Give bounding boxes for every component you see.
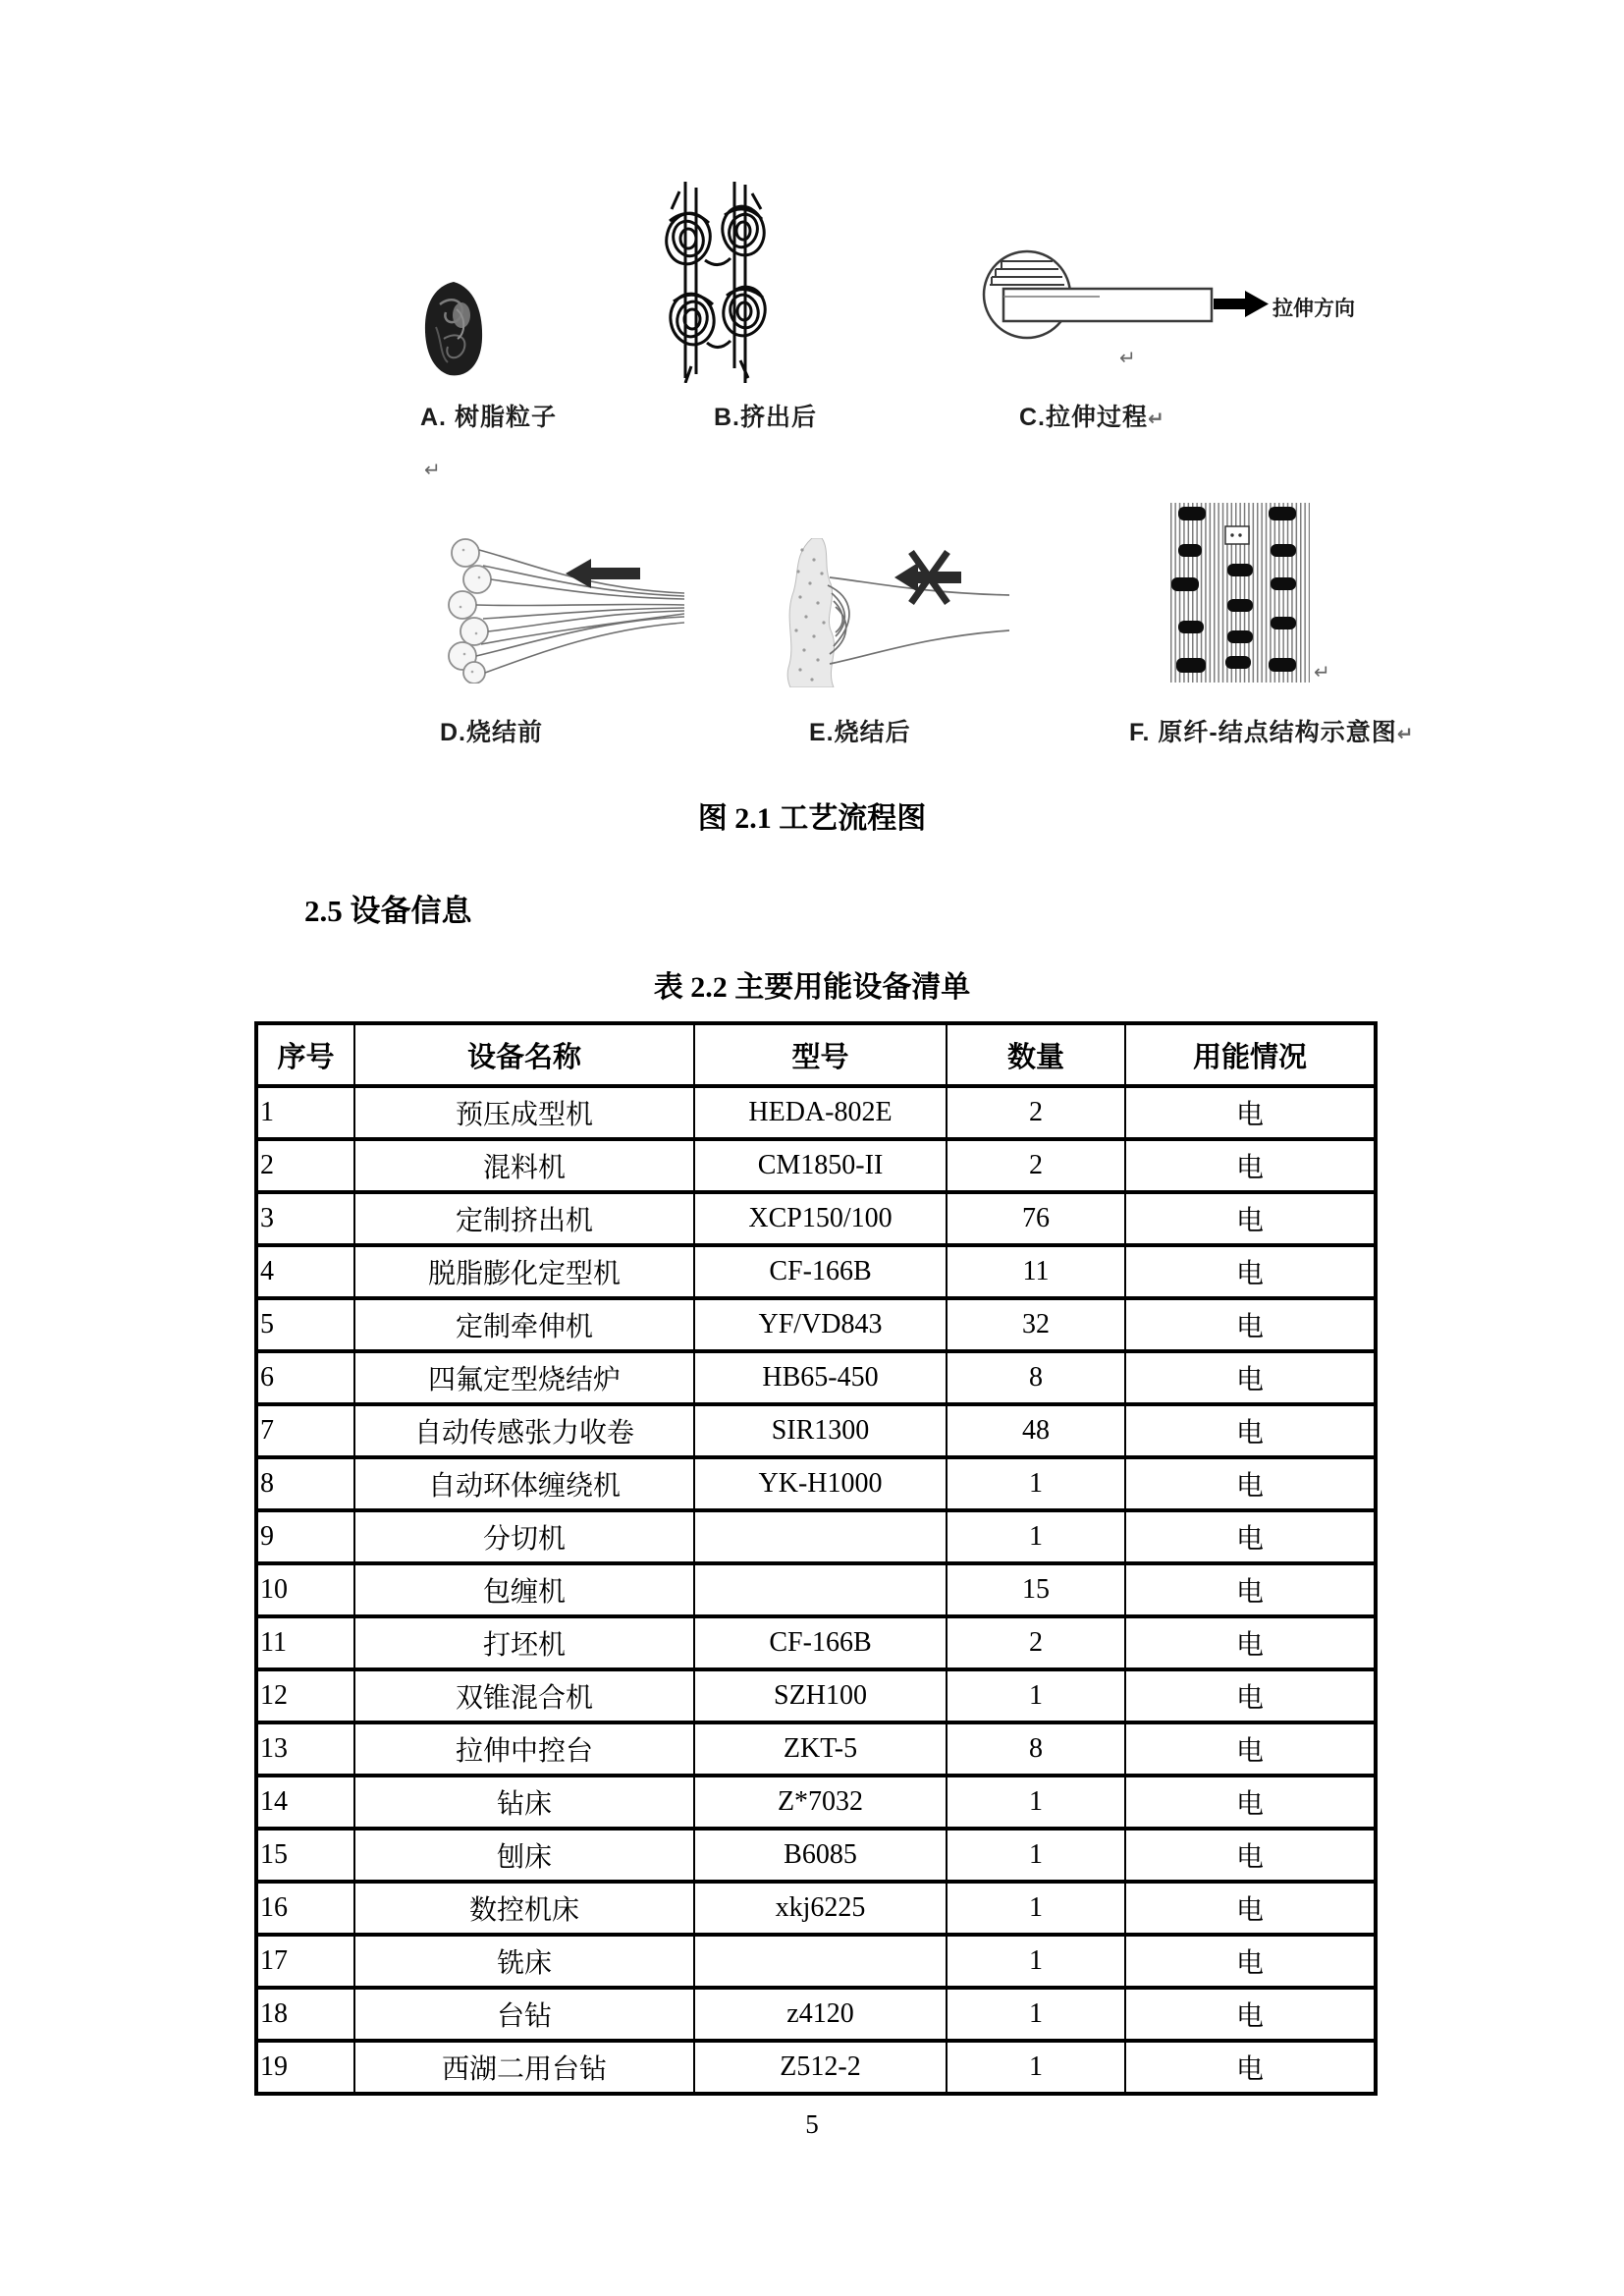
extruded-tangle-image <box>656 182 782 383</box>
cell-device-name: 包缠机 <box>354 1563 694 1616</box>
table-row <box>256 1563 1376 1616</box>
cell-device-name: 数控机床 <box>354 1882 694 1935</box>
page-number: 5 <box>805 2109 819 2139</box>
cell-energy-usage: 电 <box>1125 1086 1376 1139</box>
cell-device-name: 打坯机 <box>354 1616 694 1669</box>
header-energy-usage: 用能情况 <box>1125 1023 1376 1086</box>
cell-energy-usage: 电 <box>1125 1722 1376 1776</box>
cell-index: 3 <box>256 1192 354 1245</box>
cell-index: 8 <box>256 1457 354 1510</box>
cell-model: YK-H1000 <box>694 1457 947 1510</box>
cell-energy-usage: 电 <box>1125 1935 1376 1988</box>
cell-model: Z*7032 <box>694 1776 947 1829</box>
cell-energy-usage: 电 <box>1125 1298 1376 1351</box>
section-heading: 2.5 设备信息 <box>304 894 472 928</box>
table-row <box>256 1298 1376 1351</box>
cell-energy-usage: 电 <box>1125 1510 1376 1563</box>
cell-energy-usage: 电 <box>1125 1245 1376 1298</box>
cell-index: 1 <box>256 1086 354 1139</box>
figure-label-f-text: F. 原纤-结点结构示意图 <box>1129 719 1397 746</box>
table-row <box>256 1776 1376 1829</box>
table-row <box>256 1404 1376 1457</box>
cell-index: 13 <box>256 1722 354 1776</box>
figure-label-b: B.挤出后 <box>714 404 818 431</box>
cell-index: 2 <box>256 1139 354 1192</box>
table-row <box>256 1351 1376 1404</box>
figure-label-c <box>1019 398 1165 433</box>
cell-index: 6 <box>256 1351 354 1404</box>
cell-quantity: 2 <box>947 1616 1125 1669</box>
figure-label-e: E.烧结后 <box>809 719 911 746</box>
table-row <box>256 1669 1376 1722</box>
before-sintering-image <box>444 538 684 683</box>
cell-model: HB65-450 <box>694 1351 947 1404</box>
table-row <box>256 2041 1376 2094</box>
cell-index: 19 <box>256 2041 354 2094</box>
table-row <box>256 1882 1376 1935</box>
cell-energy-usage: 电 <box>1125 1192 1376 1245</box>
figure-label-f <box>1129 713 1414 748</box>
figure-label-d: D.烧结前 <box>440 719 544 746</box>
cell-index: 4 <box>256 1245 354 1298</box>
header-model: 型号 <box>694 1023 947 1086</box>
figure-label-a: A. 树脂粒子 <box>420 404 557 431</box>
cell-quantity: 2 <box>947 1086 1125 1139</box>
cell-index: 18 <box>256 1988 354 2041</box>
fibril-node-image <box>1170 503 1310 683</box>
cell-index: 16 <box>256 1882 354 1935</box>
cell-device-name: 西湖二用台钻 <box>354 2041 694 2094</box>
resin-particle-image <box>422 280 485 378</box>
paragraph-mark: ↵ <box>424 458 441 481</box>
cell-device-name: 定制挤出机 <box>354 1192 694 1245</box>
cell-device-name: 钻床 <box>354 1776 694 1829</box>
stretch-process-image <box>982 246 1269 344</box>
cell-energy-usage: 电 <box>1125 1669 1376 1722</box>
table-title: 表 2.2 主要用能设备清单 <box>653 971 971 1004</box>
cell-device-name: 四氟定型烧结炉 <box>354 1351 694 1404</box>
cell-device-name: 分切机 <box>354 1510 694 1563</box>
cell-energy-usage: 电 <box>1125 1882 1376 1935</box>
cell-energy-usage: 电 <box>1125 1988 1376 2041</box>
cell-device-name: 刨床 <box>354 1829 694 1882</box>
cell-quantity: 15 <box>947 1563 1125 1616</box>
cell-device-name: 脱脂膨化定型机 <box>354 1245 694 1298</box>
table-row <box>256 1457 1376 1510</box>
cell-energy-usage: 电 <box>1125 1457 1376 1510</box>
cell-quantity: 76 <box>947 1192 1125 1245</box>
cell-model <box>694 1935 947 1988</box>
cell-model: CM1850-II <box>694 1139 947 1192</box>
cell-device-name: 定制牵伸机 <box>354 1298 694 1351</box>
header-quantity: 数量 <box>947 1023 1125 1086</box>
cell-device-name: 双锥混合机 <box>354 1669 694 1722</box>
cell-quantity: 2 <box>947 1139 1125 1192</box>
cell-device-name: 自动传感张力收卷 <box>354 1404 694 1457</box>
table-row <box>256 1245 1376 1298</box>
header-index: 序号 <box>256 1023 354 1086</box>
equipment-table <box>254 1021 1378 2096</box>
cell-quantity: 1 <box>947 1829 1125 1882</box>
table-row <box>256 1510 1376 1563</box>
cell-quantity: 1 <box>947 1510 1125 1563</box>
cell-model: ZKT-5 <box>694 1722 947 1776</box>
cell-index: 11 <box>256 1616 354 1669</box>
cell-energy-usage: 电 <box>1125 1616 1376 1669</box>
cell-index: 5 <box>256 1298 354 1351</box>
cell-index: 9 <box>256 1510 354 1563</box>
table-row <box>256 1829 1376 1882</box>
cell-energy-usage: 电 <box>1125 1776 1376 1829</box>
cell-energy-usage: 电 <box>1125 1351 1376 1404</box>
cell-device-name: 混料机 <box>354 1139 694 1192</box>
cell-index: 17 <box>256 1935 354 1988</box>
cell-quantity: 8 <box>947 1722 1125 1776</box>
cell-index: 10 <box>256 1563 354 1616</box>
cell-model: xkj6225 <box>694 1882 947 1935</box>
cell-model: CF-166B <box>694 1245 947 1298</box>
table-row <box>256 1616 1376 1669</box>
cell-device-name: 拉伸中控台 <box>354 1722 694 1776</box>
cell-device-name: 铣床 <box>354 1935 694 1988</box>
cell-energy-usage: 电 <box>1125 2041 1376 2094</box>
table-row <box>256 1988 1376 2041</box>
cell-quantity: 1 <box>947 1457 1125 1510</box>
cell-quantity: 8 <box>947 1351 1125 1404</box>
cell-index: 7 <box>256 1404 354 1457</box>
cell-energy-usage: 电 <box>1125 1404 1376 1457</box>
cell-quantity: 32 <box>947 1298 1125 1351</box>
figure-area <box>0 0 1624 776</box>
paragraph-mark: ↵ <box>1119 346 1136 369</box>
cell-index: 14 <box>256 1776 354 1829</box>
header-device-name: 设备名称 <box>354 1023 694 1086</box>
cell-index: 12 <box>256 1669 354 1722</box>
figure-label-c-text: C.拉伸过程 <box>1019 404 1149 431</box>
cell-quantity: 1 <box>947 1935 1125 1988</box>
cell-energy-usage: 电 <box>1125 1829 1376 1882</box>
cell-index: 15 <box>256 1829 354 1882</box>
paragraph-mark: ↵ <box>1396 722 1415 745</box>
equipment-table-body <box>256 1086 1376 2094</box>
cell-model <box>694 1510 947 1563</box>
cell-quantity: 1 <box>947 2041 1125 2094</box>
table-header-row <box>256 1023 1376 1086</box>
cell-model: z4120 <box>694 1988 947 2041</box>
cell-model: B6085 <box>694 1829 947 1882</box>
table-row <box>256 1086 1376 1139</box>
cell-device-name: 台钻 <box>354 1988 694 2041</box>
cell-quantity: 1 <box>947 1988 1125 2041</box>
cell-quantity: 48 <box>947 1404 1125 1457</box>
cell-model: XCP150/100 <box>694 1192 947 1245</box>
figure-caption: 图 2.1 工艺流程图 <box>697 802 927 835</box>
stretch-direction-label: 拉伸方向 <box>1272 298 1355 320</box>
cell-model: SIR1300 <box>694 1404 947 1457</box>
paragraph-mark: ↵ <box>1148 407 1165 430</box>
table-row <box>256 1139 1376 1192</box>
cell-model: SZH100 <box>694 1669 947 1722</box>
cell-quantity: 11 <box>947 1245 1125 1298</box>
cell-quantity: 1 <box>947 1882 1125 1935</box>
cell-energy-usage: 电 <box>1125 1139 1376 1192</box>
cell-device-name: 自动环体缠绕机 <box>354 1457 694 1510</box>
table-row <box>256 1935 1376 1988</box>
paragraph-mark: ↵ <box>1314 660 1330 683</box>
cell-model: CF-166B <box>694 1616 947 1669</box>
cell-model <box>694 1563 947 1616</box>
cell-model: YF/VD843 <box>694 1298 947 1351</box>
after-sintering-image <box>779 538 1009 687</box>
cell-model: HEDA-802E <box>694 1086 947 1139</box>
cell-quantity: 1 <box>947 1776 1125 1829</box>
table-row <box>256 1192 1376 1245</box>
cell-quantity: 1 <box>947 1669 1125 1722</box>
cell-model: Z512-2 <box>694 2041 947 2094</box>
table-row <box>256 1722 1376 1776</box>
cell-energy-usage: 电 <box>1125 1563 1376 1616</box>
cell-device-name: 预压成型机 <box>354 1086 694 1139</box>
